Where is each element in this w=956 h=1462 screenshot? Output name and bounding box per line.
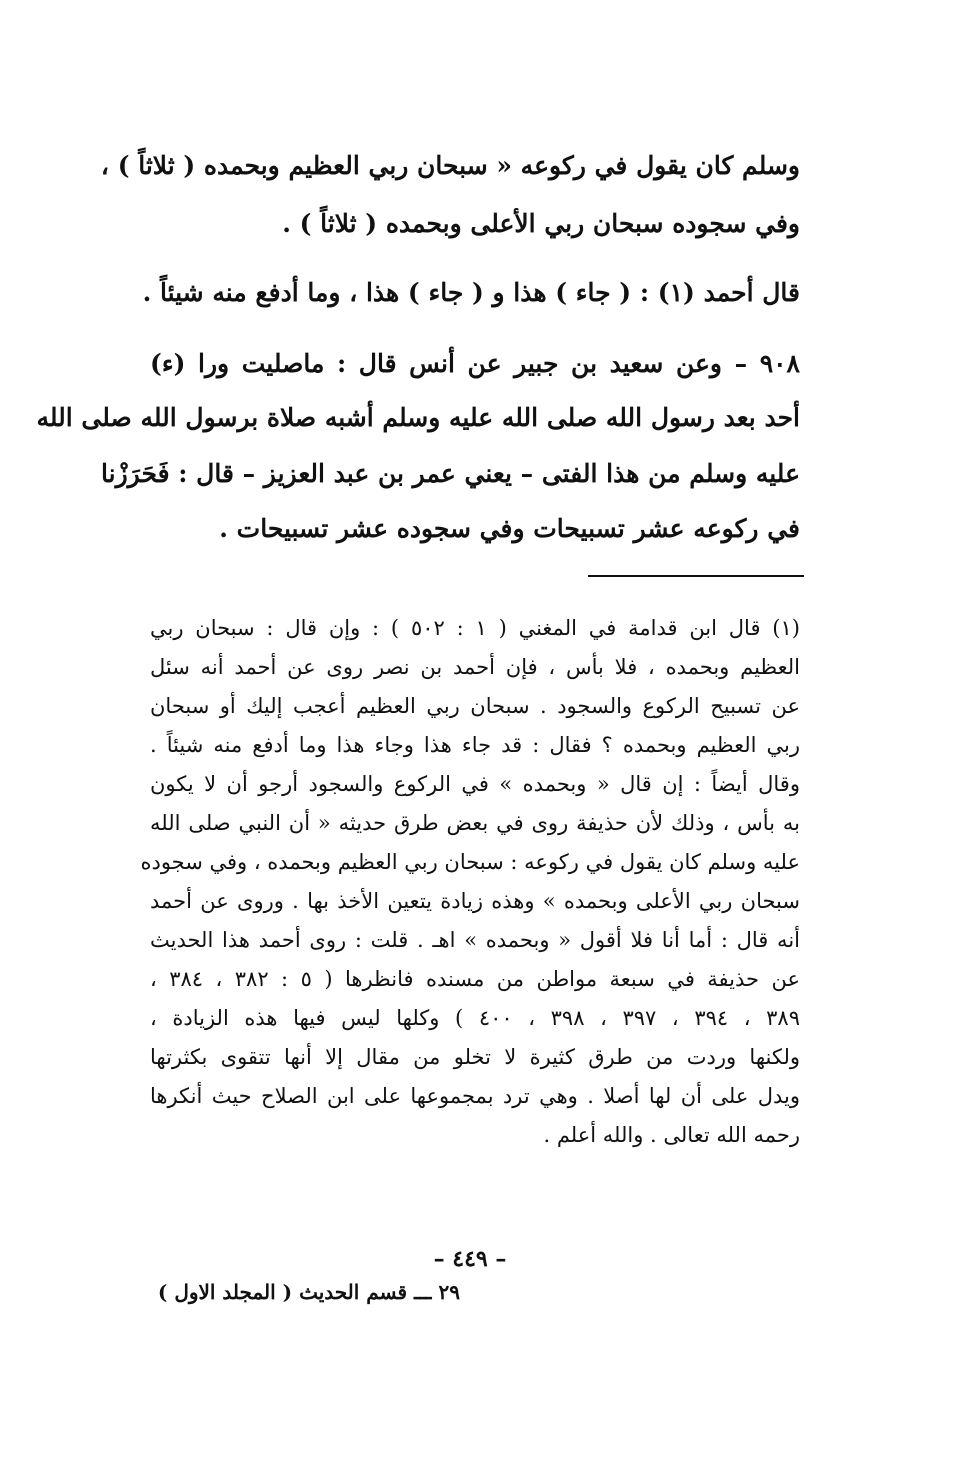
footnote-line: به بأس ، وذلك لأن حذيفة روى في بعض طرق حديثه « أن النبي صلى الله [150,811,800,835]
footnote-line: ربي العظيم وبحمده ؟ فقال : قد جاء هذا وجاء هذا وما أدفع منه شيئاً . [150,733,800,757]
footnote-line: عليه وسلم كان يقول في ركوعه : سبحان ربي العظيم وبحمده ، وفي سجوده [140,850,800,874]
footnote-line: العظيم وبحمده ، فلا بأس ، فإن أحمد بن نصر روى عن أحمد أنه سئل [150,655,800,679]
footnote-line: عن تسبيح الركوع والسجود . سبحان ربي العظيم أعجب إليك أو سبحان [150,694,800,718]
page-number: – ٤٤٩ – [433,1246,507,1272]
main-text-line: عليه وسلم من هذا الفتى – يعني عمر بن عبد العزيز – قال : فَحَرَزْنا [101,459,800,488]
footnote-line: ٣٨٩ ، ٣٩٤ ، ٣٩٧ ، ٣٩٨ ، ٤٠٠ ) وكلها ليس فيها هذه الزيادة ، [150,1006,800,1030]
footnote-line: وقال أيضاً : إن قال « وبحمده » في الركوع والسجود أرجو أن لا يكون [150,772,800,796]
footnote-line: رحمه الله تعالى . والله أعلم . [543,1123,800,1147]
main-text-line: وفي سجوده سبحان ربي الأعلى وبحمده ( ثلاثاً ) . [282,209,800,238]
footnote-line: سبحان ربي الأعلى وبحمده » وهذه زيادة يتعين الأخذ بها . وروى عن أحمد [150,889,800,913]
footnote-line: ويدل على أن لها أصلا . وهي ترد بمجموعها على ابن الصلاح حيث أنكرها [150,1084,800,1108]
footnote-line: أنه قال : أما أنا فلا أقول « وبحمده » اهـ . قلت : روى أحمد هذا الحديث [150,928,800,952]
main-text-line: قال أحمد (١) : ( جاء ) هذا و ( جاء ) هذا ، وما أدفع منه شيئاً . [142,278,800,307]
main-text-line: أحد بعد رسول الله صلى الله عليه وسلم أشبه صلاة برسول الله صلى الله [36,403,800,432]
main-text-line: في ركوعه عشر تسبيحات وفي سجوده عشر تسبيحات . [219,514,800,543]
volume-signature: ٢٩ ـــ قسم الحديث ( المجلد الاول ) [157,1280,460,1304]
hadith-number-line: ٩٠٨ – وعن سعيد بن جبير عن أنس قال : ماصليت ورا (ء) [150,349,800,378]
footnote-divider [588,575,804,577]
footnote-line: (١) قال ابن قدامة في المغني ( ١ : ٥٠٢ ) : وإن قال : سبحان ربي [150,616,800,640]
main-text-line: وسلم كان يقول في ركوعه « سبحان ربي العظيم وبحمده ( ثلاثاً ) ، [100,151,800,180]
footnote-line: عن حذيفة في سبعة مواطن من مسنده فانظرها ( ٥ : ٣٨٢ ، ٣٨٤ ، [150,967,800,991]
footnote-line: ولكنها وردت من طرق كثيرة لا تخلو من مقال إلا أنها تتقوى بكثرتها [150,1045,800,1069]
